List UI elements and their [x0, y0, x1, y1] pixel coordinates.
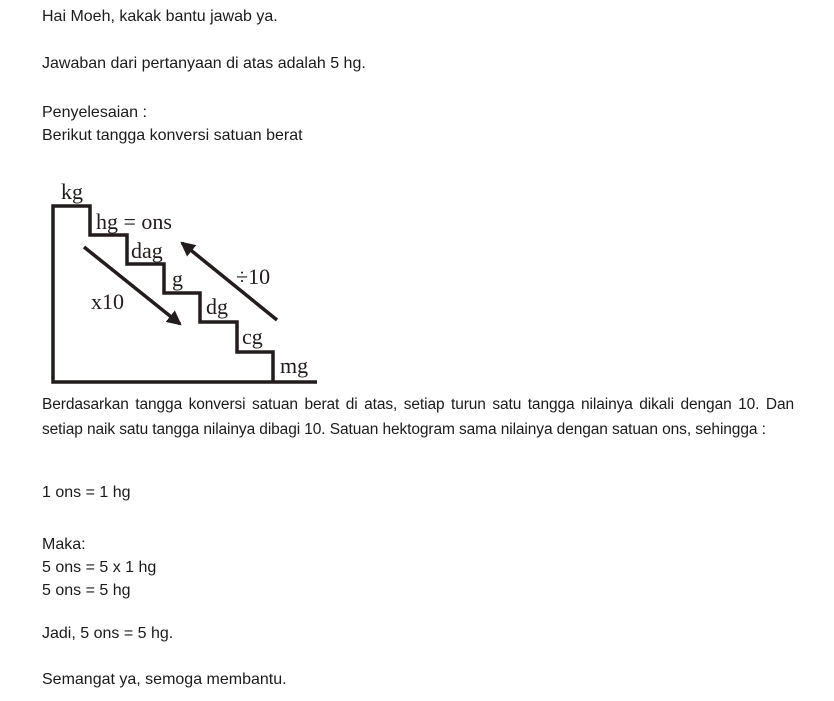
unit-label-mg: mg [280, 353, 309, 378]
unit-label-g: g [172, 266, 183, 291]
maka-label: Maka: [42, 536, 86, 553]
divide-by-ten-label: ÷10 [236, 264, 271, 289]
equation-two: 5 ons = 5 x 1 hg [42, 559, 157, 576]
conclusion-text: Jadi, 5 ons = 5 hg. [42, 625, 174, 642]
divide-direction-arrow [182, 243, 277, 320]
multiply-direction-arrow [84, 247, 180, 324]
staircase-outline [53, 206, 317, 382]
diagram-intro-text: Berikut tangga konversi satuan berat [42, 127, 303, 144]
unit-label-cg: cg [242, 324, 263, 349]
unit-label-hg-ons: hg = ons [96, 209, 172, 234]
solution-label: Penyelesaian : [42, 104, 147, 121]
solution-intro-block [42, 101, 303, 147]
unit-label-dag: dag [131, 238, 163, 263]
unit-label-kg: kg [61, 179, 83, 204]
unit-label-dg: dg [206, 294, 228, 319]
equation-one: 1 ons = 1 hg [42, 484, 131, 501]
greeting-text: Hai Moeh, kakak bantu jawab ya. [42, 8, 278, 25]
multiply-by-ten-label: x10 [91, 289, 124, 314]
equation-three: 5 ons = 5 hg [42, 582, 131, 599]
explanation-paragraph: Berdasarkan tangga konversi satuan berat di atas, setiap turun satu tangga nilainya dikali dengan 10. Dan setiap naik satu tangga nilainya dibagi 10. Satuan hektogram sama nilainya dengan satuan ons, sehingga : [42, 396, 794, 438]
answer-summary-text: Jawaban dari pertanyaan di atas adalah 5 hg. [42, 55, 366, 72]
calculation-block [42, 533, 156, 602]
closing-text: Semangat ya, semoga membantu. [42, 671, 287, 688]
